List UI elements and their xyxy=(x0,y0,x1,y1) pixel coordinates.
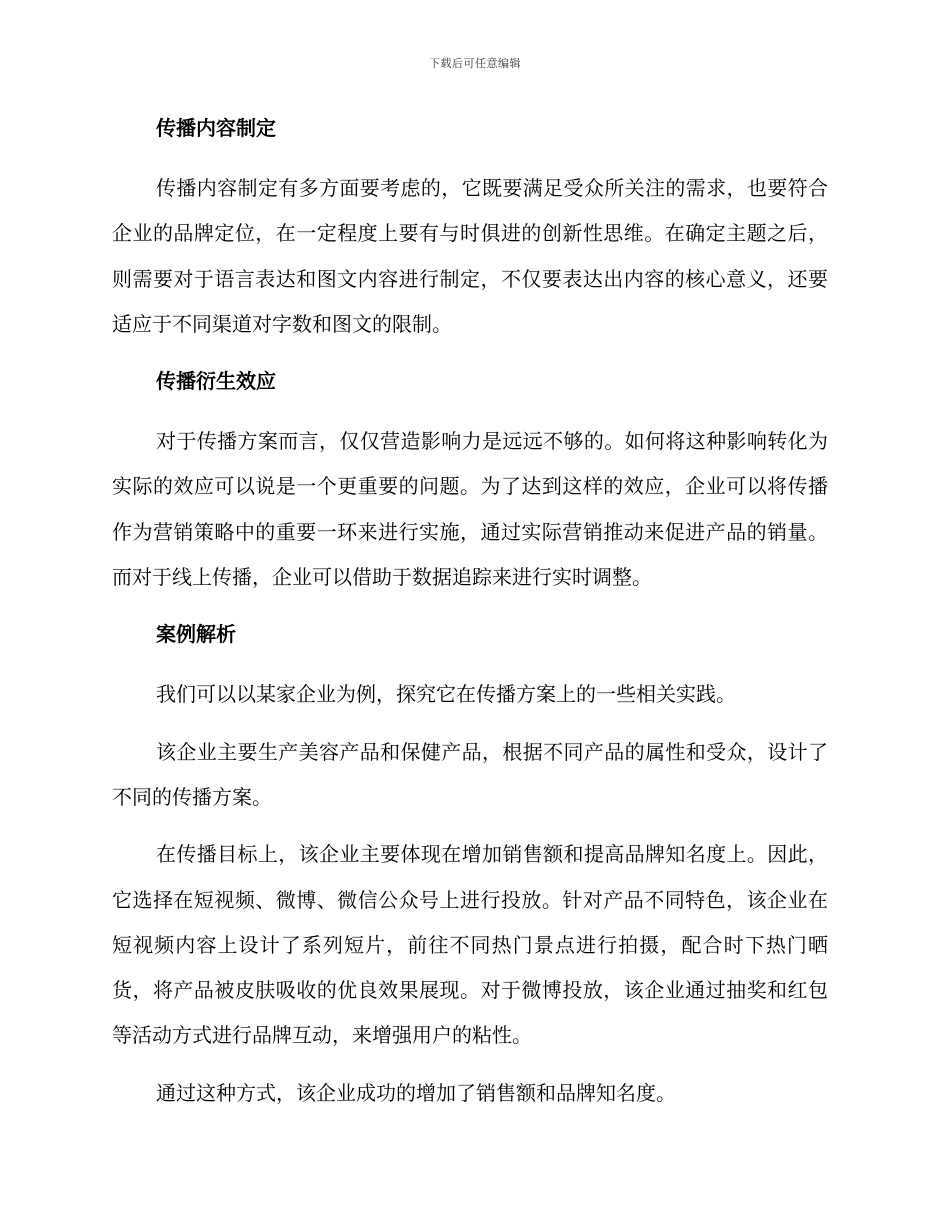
header-note: 下载后可任意编辑 xyxy=(429,57,521,70)
paragraph: 在传播目标上，该企业主要体现在增加销售额和提高品牌知名度上。因此，它选择在短视频、微博、微信公众号上进行投放。针对产品不同特色，该企业在短视频内容上设计了系列短片，前往不同热门景点进行拍摄，配合时下热门晒货，将产品被皮肤吸收的优良效果展现。对于微博投放，该企业通过抽奖和红包等活动方式进行品牌互动，来增强用户的粘性。 xyxy=(112,842,828,1048)
paragraph: 我们可以以某家企业为例，探究它在传播方案上的一些相关实践。 xyxy=(156,682,736,707)
section-title-case-analysis: 案例解析 xyxy=(156,622,236,647)
section-title-content-planning: 传播内容制定 xyxy=(156,116,276,140)
paragraph: 通过这种方式，该企业成功的增加了销售额和品牌知名度。 xyxy=(156,1080,676,1105)
paragraph: 传播内容制定有多方面要考虑的，它既要满足受众所关注的需求，也要符合企业的品牌定位，在一定程度上要有与时俱进的创新性思维。在确定主题之后，则需要对于语言表达和图文内容进行制定，不仅要表达出内容的核心意义，还要适应于不同渠道对字数和图文的限制。 xyxy=(112,176,828,336)
paragraph: 对于传播方案而言，仅仅营造影响力是远远不够的。如何将这种影响转化为实际的效应可以说是一个更重要的问题。为了达到这样的效应，企业可以将传播作为营销策略中的重要一环来进行实施，通过实际营销推动来促进产品的销量。而对于线上传播，企业可以借助于数据追踪来进行实时调整。 xyxy=(112,429,828,590)
section-title-derived-effects: 传播衍生效应 xyxy=(156,369,276,394)
document-body xyxy=(112,112,828,1128)
paragraph: 该企业主要生产美容产品和保健产品，根据不同产品的属性和受众，设计了不同的传播方案。 xyxy=(112,739,828,809)
